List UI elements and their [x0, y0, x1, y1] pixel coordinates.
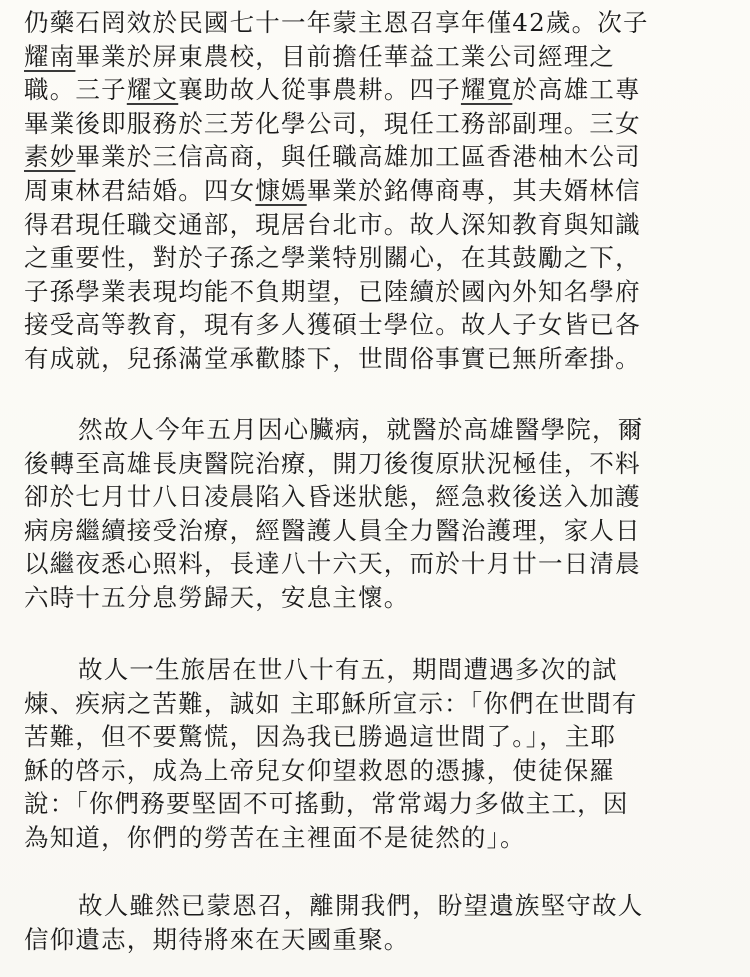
text-segment: 後轉至高雄長庚醫院治療，開刀後復原狀況極佳，不料 [24, 448, 641, 478]
text-segment: 故人一生旅居在世八十有五，期間遭遇多次的試 [78, 655, 618, 684]
text-line [24, 6, 730, 40]
text-line [24, 754, 730, 788]
text-segment: 故人雖然已蒙恩召，離開我們，盼望遺族堅守故人 [78, 891, 644, 920]
text-segment: 於高雄工專 [512, 75, 641, 105]
text-segment: 信仰遺志，期待將來在天國重聚。 [24, 924, 410, 954]
underlined-name: 慷嫣 [255, 175, 307, 205]
text-segment: 職。三子 [24, 75, 127, 105]
text-line [24, 208, 730, 242]
text-line [24, 923, 730, 957]
text-line [24, 514, 730, 548]
text-segment: 說：「你們務要堅固不可搖動，常常竭力多做主工，因 [24, 789, 629, 819]
text-line [24, 787, 730, 821]
text-line [24, 140, 730, 174]
text-segment: 子孫學業表現均能不負期望，已陸續於國內外知名學府 [24, 276, 641, 306]
text-segment: 畢業後即服務於三芳化學公司，現任工務部副理。三女 [24, 108, 641, 138]
text-line [24, 413, 730, 447]
underlined-name: 耀寬 [460, 75, 513, 105]
underlined-name: 素妙 [24, 142, 76, 172]
paragraph-illness-and-passing [24, 413, 730, 615]
text-segment: 穌的啓示，成為上帝兒女仰望救恩的憑據，使徒保羅 [24, 755, 616, 785]
text-segment: 接受高等教育，現有多人獲碩士學位。故人子女皆已各 [24, 310, 641, 340]
text-segment: 畢業於屏東農校，目前擔任華益工業公司經理之 [75, 41, 616, 71]
text-segment: 得君現任職交通部，現居台北市。故人深知教育與知識 [24, 209, 641, 239]
text-line [24, 308, 730, 342]
paragraph-faith-scripture [24, 653, 730, 855]
text-segment: 襄助故人從事農耕。四子 [178, 75, 461, 105]
text-line [24, 889, 730, 923]
text-line [24, 447, 730, 481]
underlined-name: 耀南 [24, 41, 76, 71]
text-line [24, 581, 730, 615]
text-line [24, 275, 730, 309]
text-segment: 畢業於三信高商，與任職高雄加工區香港柚木公司 [75, 142, 641, 172]
text-line [24, 73, 730, 107]
text-segment: 為知道，你們的勞苦在主裡面不是徒然的」。 [24, 822, 526, 852]
text-line [24, 40, 730, 74]
text-line [24, 480, 730, 514]
text-segment: 煉、疾病之苦難，誠如 主耶穌所宣示：「你們在世間有 [24, 688, 638, 718]
text-segment: 卻於七月廿八日凌晨陷入昏迷狀態，經急救後送入加護 [24, 482, 641, 512]
text-segment: 病房繼續接受治療，經醫護人員全力醫治護理，家人日 [24, 515, 641, 545]
text-segment: 仍藥石罔效於民國七十一年蒙主恩召享年僅42歲。次子 [24, 8, 649, 37]
text-segment: 苦難，但不要驚慌，因為我已勝過這世間了。」，主耶 [24, 722, 617, 752]
text-segment: 有成就，兒孫滿堂承歡膝下，世間俗事實已無所牽掛。 [24, 343, 641, 373]
text-segment: 畢業於銘傳商專，其夫婿林信 [306, 175, 641, 205]
text-segment: 之重要性，對於子孫之學業特別關心，在其鼓勵之下， [24, 243, 641, 273]
text-line [24, 547, 730, 581]
paragraph-family-achievements [24, 6, 730, 376]
text-line [24, 653, 730, 687]
text-line [24, 174, 730, 208]
underlined-name: 耀文 [126, 75, 179, 105]
text-line [24, 720, 730, 754]
text-line [24, 687, 730, 721]
text-line [24, 241, 730, 275]
text-line [24, 107, 730, 141]
text-segment: 以繼夜悉心照料，長達八十六天，而於十月廿一日清晨 [24, 549, 641, 579]
text-segment: 然故人今年五月因心臟病，就醫於高雄醫學院，爾 [78, 415, 644, 444]
text-segment: 周東林君結婚。四女 [24, 175, 256, 205]
text-segment: 六時十五分息勞歸天，安息主懷。 [24, 582, 410, 612]
text-line [24, 342, 730, 376]
text-line [24, 821, 730, 855]
paragraph-closing-hope [24, 889, 730, 956]
